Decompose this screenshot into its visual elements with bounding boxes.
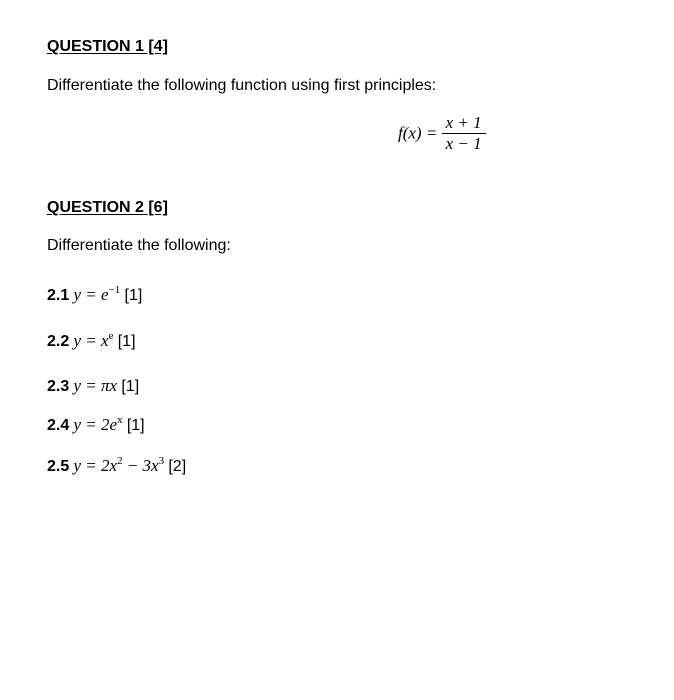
item-lhs: y =	[73, 456, 102, 475]
item-base: 2e	[101, 415, 118, 434]
item-marks: [1]	[117, 333, 136, 350]
fraction-denominator: x − 1	[445, 134, 482, 153]
item-marks: [2]	[168, 458, 187, 475]
question-2-item	[47, 285, 142, 305]
item-tail: − 3x	[122, 456, 159, 475]
question-2-item	[47, 331, 136, 351]
item-base: e	[101, 285, 109, 304]
question-2-item	[47, 456, 186, 476]
item-tail-exponent: 3	[158, 455, 165, 467]
item-lhs: y =	[73, 331, 102, 350]
item-exponent: −1	[108, 284, 121, 296]
item-number: 2.5	[47, 458, 70, 475]
item-exponent: x	[117, 414, 123, 426]
item-marks: [1]	[124, 287, 143, 304]
item-lhs: y =	[73, 376, 102, 395]
function-fraction	[442, 113, 486, 154]
question-1-function	[398, 113, 486, 154]
item-number: 2.2	[47, 333, 70, 350]
fraction-numerator: x + 1	[442, 113, 486, 134]
question-2-heading: QUESTION 2 [6]	[47, 199, 168, 216]
item-base: πx	[101, 376, 118, 395]
item-number: 2.1	[47, 287, 70, 304]
item-lhs: y =	[73, 415, 102, 434]
item-number: 2.4	[47, 417, 70, 434]
question-2-instruction: Differentiate the following:	[47, 237, 231, 254]
question-1-instruction: Differentiate the following function using first principles:	[47, 77, 437, 94]
item-base: 2x	[101, 456, 118, 475]
item-number: 2.3	[47, 378, 70, 395]
item-exponent: 2	[117, 455, 123, 467]
item-base: x	[101, 331, 109, 350]
item-exponent: e	[108, 330, 114, 342]
item-marks: [1]	[121, 378, 140, 395]
item-marks: [1]	[126, 417, 145, 434]
question-1-heading: QUESTION 1 [4]	[47, 38, 168, 55]
item-lhs: y =	[73, 285, 102, 304]
question-2-item	[47, 415, 145, 435]
question-2-item	[47, 376, 139, 396]
function-lhs: f(x) =	[398, 123, 438, 143]
